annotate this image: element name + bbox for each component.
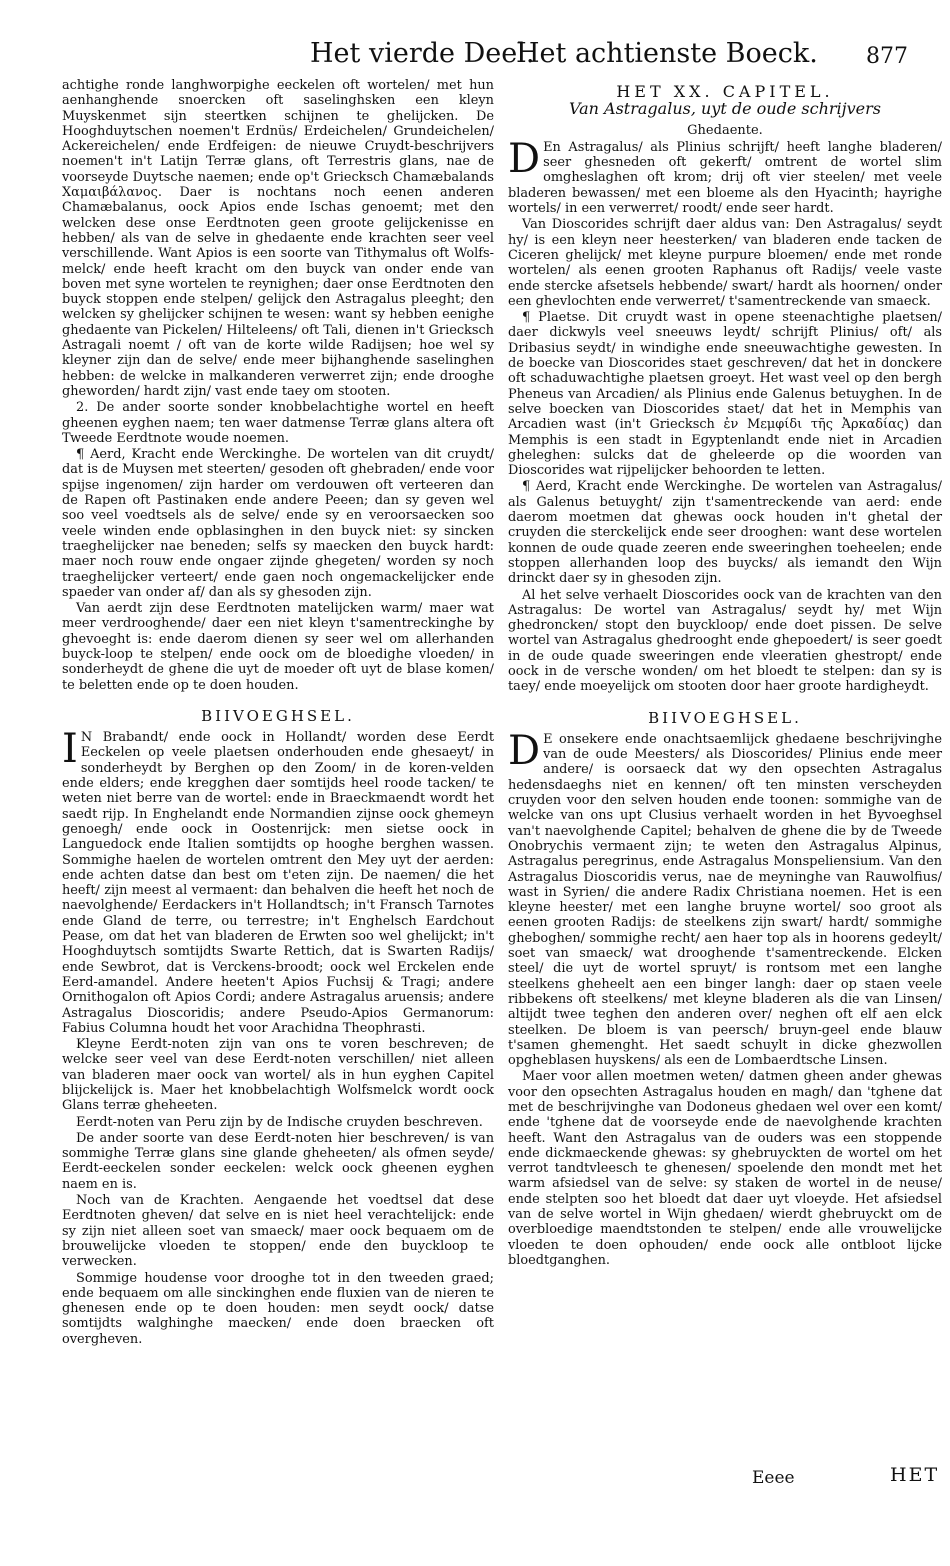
- right-paragraph-1: DEn Astragalus/ als Plinius schrijft/ heeft langhe bladeren/ seer ghesneden oft gekerft/ omtrent de wortel slim omgheslaghen oft krom; drij oft vier steelen/ met veele bladeren bewassen/ met een bloeme als den Hyacinth; hayrighe wortels/ in een verwerret/ roodt/ ende seer hardt.: [508, 135, 942, 217]
- book-title: Het achtienste Boeck.: [516, 38, 818, 69]
- page-number: 877: [866, 44, 908, 69]
- left-paragraph-3: ¶ Aerd, Kracht ende Werckinghe. De wortelen van dit cruydt/ dat is de Muysen met steerten/ gesoden oft ghebraden/ ende voor spijse ingenomen/ zijn harder om verdouwen oft verteeren dan de Rapen oft Pastinaken ende andere Peeen; dan sy geven wel soo veel voedtsels als de selve/ ende sy en veroorsaecken soo veele winden ende opblasinghen in den buyck niet: sy sincken traeghelijcker nae beneden; selfs sy maecken den buyck hardt: maer noch rouw ende ongaer zijnde ghegeten/ worden sy noch traeghelijcker verteert/ ende gaen noch ongemackelijcker ende spaeder van onder af/ dan als sy ghesoden zijn.: [62, 447, 494, 600]
- part-title: Het vierde Deel.: [310, 38, 535, 69]
- right-paragraph-3: ¶ Plaetse. Dit cruydt wast in openе steenachtighe plaetsen/ daer dickwyls veel sneeuws leydt/ schrijft Plinius/ oft/ als Dribasius seydt/ in windighe ende sneeuwachtighe gewesten. In de boecke van Dioscorides staet geschreven/ dat het in donckere oft schaduwachtighe plaetsen groeyt. Het wast veel op den bergh Pheneus van Arcadien/ als Plinius ende Galenus betuyghen. In de selve boecken van Dioscorides staet/ dat het in Memphis van Arcadien wast (in't Griecksch ἐν Μεμφίδι τῆς Ἀρκαδίας) dan Memphis is een stadt in Egyptenlandt ende niet in Arcadien gheleghen: sulcks dat de gheleerde op die woorden van Dioscorides wat rijpelijcker behoorden te letten.: [508, 310, 942, 479]
- left-paragraph-2: 2. De ander soorte sonder knobbelachtighe wortel en heeft gheenen eyghen naem; ten waer datmense Terræ glans altera oft Tweede Eerdtnote woude noemen.: [62, 400, 494, 446]
- left-section-paragraph-3: Eerdt-noten van Peru zijn by de Indische cruyden beschreven.: [76, 1114, 483, 1130]
- right-paragraph-5: Al het selve verhaelt Dioscorides oock van de krachten van den Astragalus: De wortel van Astragalus/ seydt hy/ met Wijn ghedroncken/ stopt den buyckloop/ ende doet pissen. De selve wortel van Astragalus ghedrooght ende ghepoedert/ is seer goedt in de oude quade sweeringen ende vleeratien ghestropt/ ende oock in de versche wonden/ om het bloedt te stelpen: dan sy is taey/ ende moeyelijck om stooten door haer groote hardigheydt.: [508, 587, 942, 695]
- left-section-paragraph-5: Noch van de Krachten. Aengaende het voedtsel dat dese Eerdtnoten gheven/ dat selve en is niet heel verachtelijck: ende sy zijn niet alleen soet van smaeck/ maer oock bequaem om de brouwelijcke vloeden te stoppen/ ende den buyckloop te verwecken.: [62, 1193, 494, 1270]
- left-section-paragraph-1: IN Brabandt/ ende oock in Hollandt/ worden dese Eerdt Eeckelen op veele plaetsen onderhouden ende ghesaeyt/ in sonderheydt by Berghen op den Zoom/ in de koren-velden ende elders; ende kregghen daer somtijds heel roode tacken/ te weten niet berre van de wortel: ende in Braeckmaendt wordt het saedt rijp. In Enghelandt ende Normandien zijnse oock ghemeyn genoegh/ ende oock in Oostenrijck: men sietse oock in Languedock ende Italien somtijdts op hooghe berghen wassen. Sommighe haelen de wortelen omtrent den Mey uyt der aerden: ende achten datse dan best om t'eten zijn. De naemen/ die het heeft/ zijn meest al vermaent: dan behalven die heeft het noch de naevolghende/ Eerdackers in't Hollandtsch; in't Fransch Tarnotes ende Gland de terre, ou terrestre; in't Enghelsch Eardchout Pease, om dat het van bladeren de Erwten soo wel ghelijckt; in't Hooghduytsch somtijdts Swarte Rettich, dat is Swarten Radijs/ ende Sewbrot, dat is Verckens-broodt; oock wel Erckelen ende Eerd-amandel. Andere heeten't Apios Fuchsij & Tragi; andere Ornithogalon oft Apios Cordi; andere Astragalus aruensis; andere Astragalus Dioscoridis; andere Pseudo-Apios Germanorum: Fabius Columna houdt het voor Arachidna Theophrasti.: [62, 726, 494, 1036]
- signature-mark: Eeee: [752, 1468, 795, 1488]
- right-column: [508, 78, 942, 1269]
- left-paragraph-1: achtighe ronde langhworpighe eeckelen oft wortelen/ met hun aenhanghende snoercken oft saselinghsken een kleyn Muyskenmet sijn steertken schijnen te ghelijcken. De Hooghduytschen noemen't Erdnüs/ Erdeichelen/ Grundeichelen/ Ackereichelen/ ende Erdfeigen: de nieuwe Cruydt-beschrijvers noemen't in't Latijn Terræ glans, oft Terrestris glans, nae de voorseyde Duytsche naemen; ende op't Griecksch Chamæbalands Χαμαιβάλανος. Daer is nochtans noch eenen anderen Chamæbalanus, oock Apios ende Ischas genoemt; met den welcken dese onse Eerdtnoten geen groote gelijckenisse en hebben/ als van de selve in ghedaente ende krachten seer veel verschillende. Want Apios is een soorte van Tithymalus oft Wolfs-melck/ ende heeft kracht om den buyck van onder ende van boven met syne wortelen te reynighen; daer onse Eerdtnoten den buyck stoppen ende stelpen/ gelijck den Astragalus pleeght; den welcken sy ghelijcker schijnen te wesen: want sy hebben eenighe ghedaente van Pickelen/ Hilteleens/ oft Tali, dienen in't Griecksch Astragali noemt / oft van de korte wilde Radijsen; hoe wel sy kleyner zijn dan de selve/ ende meer bijhanghende saselinghen hebben: de welcke in malkanderen verwerret zijn; ende drooghe gheworden/ hardt zijn/ vast ende taey om stooten.: [62, 78, 494, 399]
- right-paragraph-2: Van Dioscorides schrijft daer aldus van: Den Astragalus/ seydt hy/ is een kleyn neer heesterken/ van bladeren ende tacken de Ciceren ghelijck/ met kleyne purpure bloemen/ ende met ronde wortelen/ als eenen grooten Raphanus oft Radijs/ veele vaste ende stercke afsetsels hebbende/ swart/ hardt als hoornen/ onder een ghevlochten ende verwerret/ t'samentreckende van smaeck.: [508, 217, 942, 309]
- left-column: [62, 78, 494, 1348]
- catchword: HET: [890, 1464, 940, 1486]
- left-section-heading: BIIVOEGHSEL.: [201, 706, 355, 725]
- ghedaente-label: Ghedaente.: [687, 122, 763, 138]
- left-section-paragraph-2: Kleyne Eerdt-noten zijn van ons te voren beschreven; de welcke seer veel van dese Eerdt-noten verschillen/ niet alleen van bladeren maer oock van wortel/ als in hun eyghen Capitel blijckelijck is. Maer het knobbelachtigh Wolfsmelck wordt oock Glans terræ gheheeten.: [62, 1037, 494, 1114]
- page-header: [0, 30, 950, 78]
- left-paragraph-4: Van aerdt zijn dese Eerdtnoten matelijcken warm/ maer wat meer verdrooghende/ daer een niet kleyn t'samentreckinghe by ghevoeght is: ende daerom dienen sy seer wel om allerhanden buyck-loop te stelpen/ ende oock om de bloedighe vloeden/ in sonderheydt de ghene die uyt de moeder oft uyt de blase komen/ te beletten ende op te doen houden.: [62, 601, 494, 693]
- right-section-heading: BIIVOEGHSEL.: [648, 708, 802, 727]
- chapter-subtitle: Van Astragalus, uyt de oude schrijvers: [569, 99, 881, 119]
- left-section-paragraph-4: De ander soorte van dese Eerdt-noten hier beschreven/ is van sommighe Terræ glans sine glande gheheeten/ als ofmen seyde/ Eerdt-eeckelen sonder eeckelen: welck oock gheenen eyghen naem en is.: [62, 1130, 494, 1192]
- chapter-title: HET XX. CAPITEL.: [616, 82, 834, 101]
- right-section-paragraph-1: DE onsekere ende onachtsaemlijck ghedaene beschrijvinghe van de oude Meesters/ als Dioscorides/ Plinius ende meer andere/ is oorsaeck dat wy den opsechten Astragalus hedensdaeghs niet en kennen/ oft ten minsten verscheyden cruyden voor den selven houden ende toonen: sommighe van de welcke van ons upt Clusius verhaelt worden in het Byvoeghsel van't naevolghende Capitel; behalven de ghene die by de Tweede Onobrychis vermaent zijn; te weten den Astragalus Alpinus, Astragalus peregrinus, ende Astragalus Monspeliensium. Van den Astragalus Dioscoridis verus, nae de meyninghe van Rauwolfius/ wast in Syrien/ die andere Radix Christiana noemen. Het is een kleyne heester/ met een langhe bruyne wortel/ soo groot als eenen grooten Radijs: de steelkens zijn swart/ hardt/ sommighe gheboghen/ sommighe recht/ aen haer top als in hoorens gedeylt/ soet van smaeck/ wat drooghende t'samentreckende. Elcken steel/ die uyt de wortel spruyt/ is rontsom met een langhe steelkens gheheelt aen een binger langh: daer op staen veele ribbekens oft steelkens/ met kleyne bladeren als die van Linsen/ altijdt twee teghen den anderen over/ neghen oft elf aen elck steelken. De bloem is van peersch/ bruyn-geel ende blauw t'samen ghemenght. Het saedt schuylt in dicke ghezwollen opgheblasen huyskens/ als een de Lombaerdtsche Linsen.: [508, 727, 942, 1069]
- right-section-paragraph-2: Maer voor allen moetmen weten/ datmen gheen ander ghewas voor den opsechten Astragalus houden en magh/ dan 'tghene dat met de beschrijvinghe van Dodoneus ghedaen wel over een komt/ ende 'tghene dat de voorseyde ende de naevolghende krachten heeft. Want den Astragalus van de ouders was een stoppende ende dickmaeckende ghewas: sy ghebruyckten de wortel om het verrot tandtvleesch te ghenesen/ spoelende den mondt met het warm afsiedsel van de selve: sy staken de wortel in de neuse/ ende stelpten soo het bloedt dat daer uyt vloeyde. Het afsiedsel van de selve wortel in Wijn ghedaen/ wierdt ghebruyckt om de overbloedige maendtstonden te stelpen/ ende alle vrouwelijcke vloeden te doen ophouden/ ende oock alle ontbloot lijcke bloedtganghen.: [508, 1069, 942, 1268]
- right-paragraph-4: ¶ Aerd, Kracht ende Werckinghe. De wortelen van Astragalus/ als Galenus betuyght/ zijn t'samentreckende van aerd: ende daerom moetmen dat ghewas oock houden in't ghetal der cruyden die sterckelijck ende seer drooghen: want dese wortelen konnen de oude quade zeeren ende sweeringhen toeheelen; ende stoppen allerhanden loop des buycks/ als iemandt den Wijn drinckt daer sy in ghesoden zijn.: [508, 479, 942, 587]
- left-section-paragraph-6: Sommige houdense voor drooghe tot in den tweeden graed; ende bequaem om alle sinckinghen ende fluxien van de nieren te ghenesen ende op te doen houden: men seydt oock/ datse somtijdts walghinghe maecken/ ende doen braecken oft overgheven.: [62, 1270, 494, 1347]
